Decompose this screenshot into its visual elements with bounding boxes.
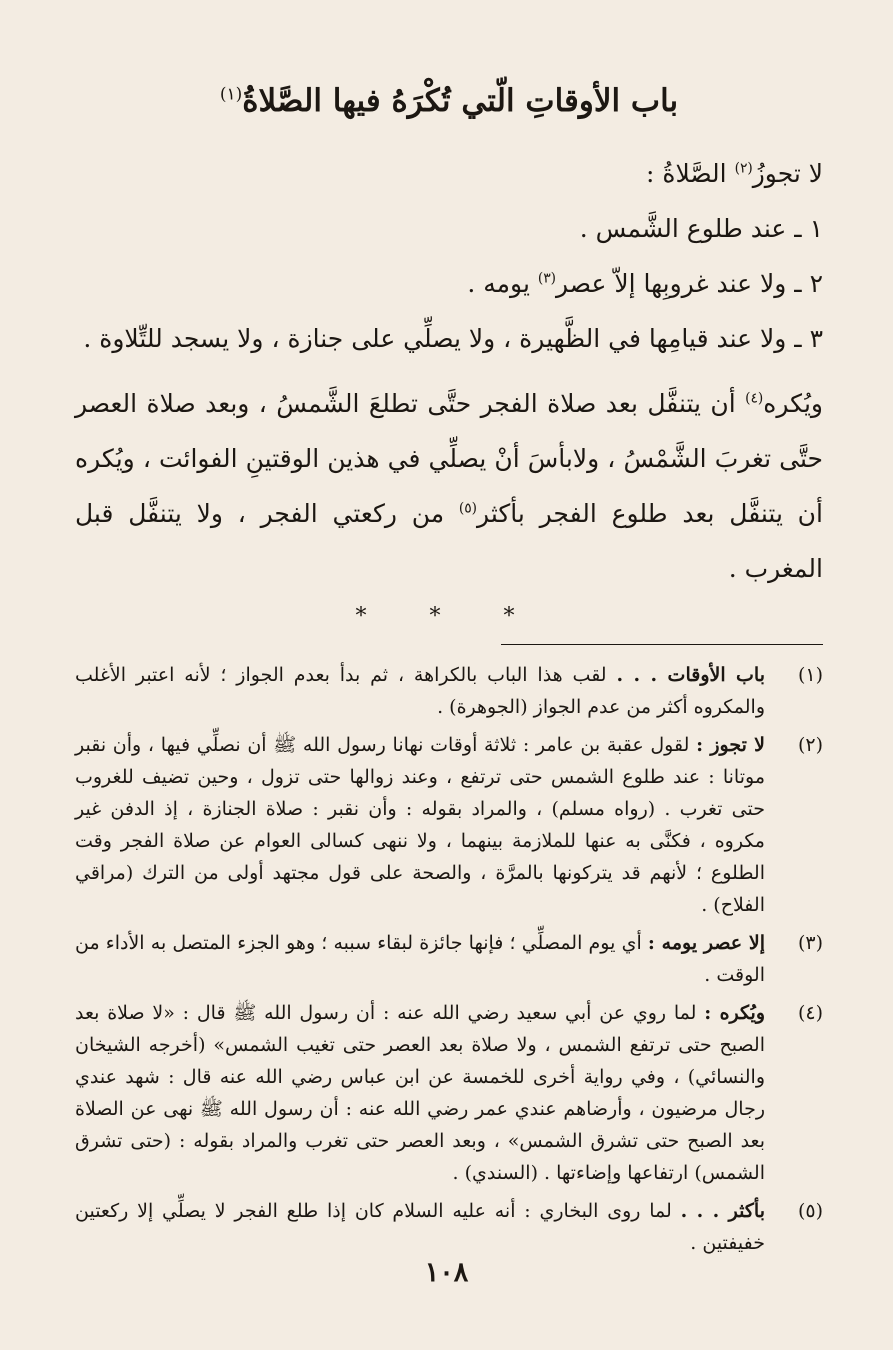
footnote-4	[75, 997, 823, 1189]
list-item-3: ٣ ـ ولا عند قيامِها في الظَّهيرة ، ولا يصلِّي على جنازة ، ولا يسجد للتِّلاوة .	[83, 324, 823, 353]
paragraph-text-a: ويُكره	[763, 389, 823, 418]
footnote-5	[75, 1195, 823, 1259]
footnote-body: لقب هذا الباب بالكراهة ، ثم بدأ بعدم الجواز ؛ لأنه اعتبر الأغلب والمكروه أكثر من عدم الجواز (الجوهرة) .	[75, 664, 765, 718]
chapter-title	[75, 78, 823, 124]
footnote-2	[75, 729, 823, 921]
footnote-number: (٣)	[797, 932, 823, 954]
footnote-divider	[501, 644, 823, 645]
main-paragraph	[75, 376, 823, 596]
footnote-ref-2[interactable]: (٢)	[734, 160, 753, 177]
list-item-2	[75, 256, 823, 311]
footnote-text	[75, 659, 765, 723]
footnote-ref-4[interactable]: (٤)	[745, 390, 764, 407]
footnote-ref-5[interactable]: (٥)	[458, 500, 478, 517]
intro-line	[75, 146, 823, 201]
intro-text-end: الصَّلاةُ :	[645, 159, 735, 188]
footnote-number: (٢)	[797, 734, 823, 756]
footnote-body: لما روي عن أبي سعيد رضي الله عنه : أن رسول الله ﷺ قال : «لا صلاة بعد الصبح حتى ترتفع الشمس ، ولا صلاة بعد العصر حتى تغيب الشمس» (أخرجه الشيخان والنسائي) ، وفي رواية أخرى للخمسة عن ابن عباس رضي الله عنه قال : شهد عندي رجال مرضيون ، وأرضاهم عندي عمر رضي الله عنه : أن رسول الله ﷺ نهى عن الصلاة بعد الصبح حتى تشرق الشمس» ، وبعد العصر حتى تغرب والمراد بقوله : (حتى تشرق الشمس) ارتفاعها وإضاءتها . (السندي) .	[75, 1002, 765, 1184]
footnote-lead: لا تجوز :	[696, 734, 766, 756]
footnote-number: (١)	[797, 664, 823, 686]
footnote-text	[75, 997, 765, 1189]
list-item-2-text: ٢ ـ ولا عند غروبِها إلاّ عصر	[556, 269, 823, 298]
footnote-text	[75, 927, 765, 991]
footnote-1	[75, 659, 823, 723]
footnote-body: أي يوم المصلِّي ؛ فإنها جائزة لبقاء سببه ؛ وهو الجزء المتصل به الأداء من الوقت .	[75, 932, 765, 986]
list-item-2-text-end: يومه .	[467, 269, 538, 298]
footnote-body: لما روى البخاري : أنه عليه السلام كان إذا طلع الفجر لا يصلِّي إلا ركعتين خفيفتين .	[75, 1200, 765, 1254]
intro-text: لا تجوزُ	[752, 159, 823, 188]
main-text	[75, 146, 823, 596]
footnote-lead: ويُكره :	[704, 1002, 765, 1024]
footnote-ref-1[interactable]: (١)	[219, 84, 243, 105]
footnote-text	[75, 729, 765, 921]
footnote-3	[75, 927, 823, 991]
list-item-1: ١ ـ عند طلوع الشَّمس .	[579, 214, 823, 243]
paragraph-text-c: من ركعتي الفجر ، ولا يتنفَّل قبل المغرب .	[75, 499, 823, 583]
footnote-number: (٥)	[797, 1200, 823, 1222]
page-number: ١٠٨	[424, 1257, 469, 1288]
footnotes	[75, 659, 823, 1259]
footnote-text	[75, 1195, 765, 1259]
footnote-body: لقول عقبة بن عامر : ثلاثة أوقات نهانا رسول الله ﷺ أن نصلِّي فيها ، وأن نقبر موتانا : عند طلوع الشمس حتى ترتفع ، وعند زوالها حتى تزول ، وحين تضيف للغروب حتى تغرب . (رواه مسلم) ، والمراد بقوله : وأن نقبر : صلاة الجنازة ، إذ الدفن غير مكروه ، فكنَّى به عنها للملازمة بينهما ، ولا ننهى كسالى العوام عن صلاة الفجر وقت الطلوع ؛ لأنهم قد يتركونها بالمرَّة ، والصحة على قول مجتهد أولى من الترك (مراقي الفلاح) .	[75, 734, 765, 916]
section-separator: * * *	[355, 604, 543, 629]
chapter-title-text: باب الأوقاتِ الّتي تُكْرَهُ فيها الصَّلاةُ	[242, 83, 679, 119]
footnote-lead: بأكثر . . .	[680, 1200, 765, 1222]
footnote-ref-3[interactable]: (٣)	[537, 270, 556, 287]
footnote-lead: باب الأوقات . . .	[616, 664, 765, 686]
footnote-number: (٤)	[797, 1002, 823, 1024]
paragraph-text-b: أن يتنفَّل بعد صلاة الفجر حتَّى تطلعَ الشَّمسُ ، وبعد صلاة العصر حتَّى تغربَ الشَّمْسُ ، ولابأسَ أنْ يصلِّي في هذين الوقتينِ الفوائت ، ويُكره أن يتنفَّل بعد طلوع الفجر بأكثر	[75, 389, 823, 528]
footnote-lead: إلا عصر يومه :	[647, 932, 765, 954]
